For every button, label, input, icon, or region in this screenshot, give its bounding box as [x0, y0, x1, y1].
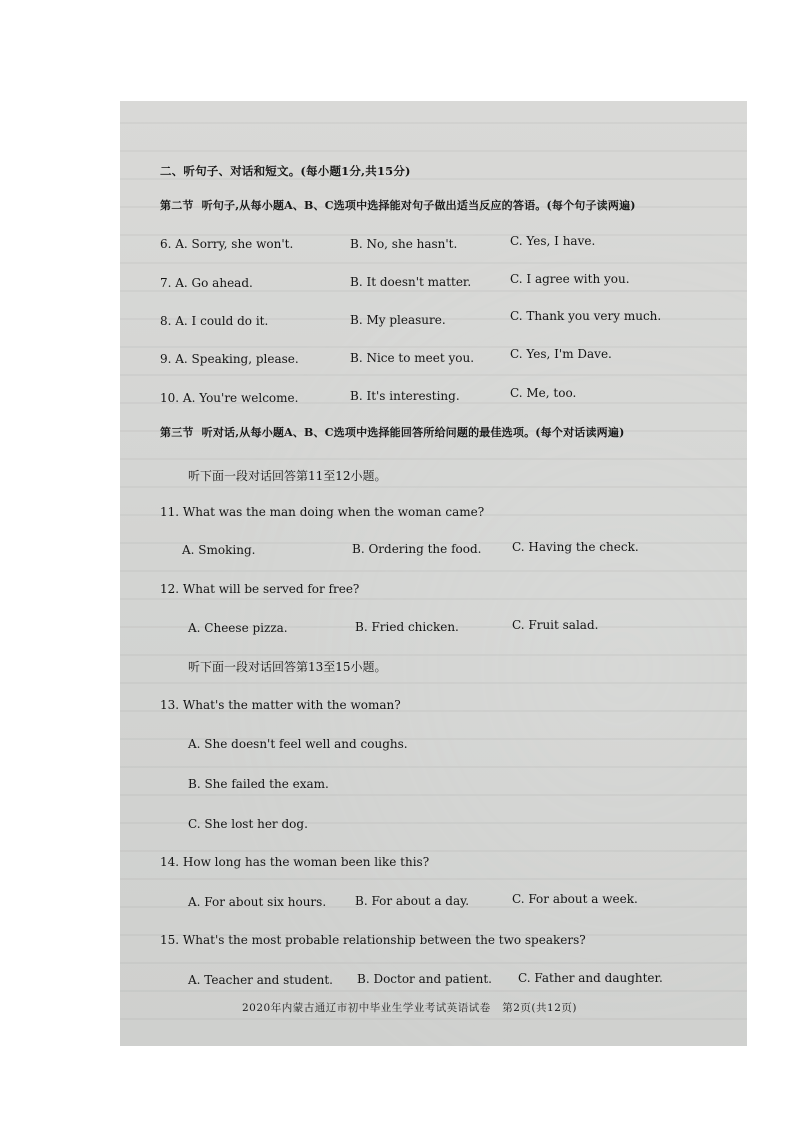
q13-a: A. She doesn't feel well and coughs.: [188, 737, 408, 751]
q12-b: B. Fried chicken.: [355, 620, 459, 634]
q15-b: B. Doctor and patient.: [357, 972, 492, 986]
q7-c: C. I agree with you.: [510, 272, 630, 286]
q7-b: B. It doesn't matter.: [350, 275, 472, 289]
section3-title: 第三节 听对话,从每小题A、B、C选项中选择能回答所给问题的最佳选项。(每个对话读两遍): [160, 426, 625, 439]
exam-page: [120, 101, 747, 1046]
q15-c: C. Father and daughter.: [518, 971, 663, 985]
q11-a: A. Smoking.: [182, 543, 256, 557]
page-footer: 2020年内蒙古通辽市初中毕业生学业考试英语试卷 第2页(共12页): [242, 1002, 577, 1014]
section2-title: 第二节 听句子,从每小题A、B、C选项中选择能对句子做出适当反应的答语。(每个句子读两遍): [160, 199, 636, 212]
q10-a: 10. A. You're welcome.: [160, 391, 299, 405]
q12-a: A. Cheese pizza.: [188, 621, 288, 635]
q15-stem: 15. What's the most probable relationship between the two speakers?: [160, 933, 586, 947]
q11-stem: 11. What was the man doing when the woman came?: [160, 505, 485, 519]
q9-c: C. Yes, I'm Dave.: [510, 347, 612, 361]
q14-stem: 14. How long has the woman been like this?: [160, 855, 430, 869]
q6-c: C. Yes, I have.: [510, 234, 596, 248]
dialog2-intro: 听下面一段对话回答第13至15小题。: [188, 660, 387, 674]
part2-header: 二、听句子、对话和短文。(每小题1分,共15分): [160, 164, 411, 178]
q10-b: B. It's interesting.: [350, 389, 460, 403]
q8-c: C. Thank you very much.: [510, 309, 662, 323]
q6-a: 6. A. Sorry, she won't.: [160, 237, 294, 251]
q8-a: 8. A. I could do it.: [160, 314, 269, 328]
q13-c: C. She lost her dog.: [188, 817, 308, 831]
q14-b: B. For about a day.: [355, 894, 470, 908]
q12-c: C. Fruit salad.: [512, 618, 599, 632]
q13-b: B. She failed the exam.: [188, 777, 329, 791]
q9-b: B. Nice to meet you.: [350, 351, 475, 365]
q14-c: C. For about a week.: [512, 892, 638, 906]
q10-c: C. Me, too.: [510, 386, 577, 400]
q11-c: C. Having the check.: [512, 540, 639, 554]
q12-stem: 12. What will be served for free?: [160, 582, 360, 596]
q13-stem: 13. What's the matter with the woman?: [160, 698, 401, 712]
q9-a: 9. A. Speaking, please.: [160, 352, 299, 366]
q15-a: A. Teacher and student.: [188, 973, 333, 987]
q6-b: B. No, she hasn't.: [350, 237, 458, 251]
q7-a: 7. A. Go ahead.: [160, 276, 253, 290]
q11-b: B. Ordering the food.: [352, 542, 482, 556]
q14-a: A. For about six hours.: [188, 895, 327, 909]
dialog1-intro: 听下面一段对话回答第11至12小题。: [188, 469, 387, 483]
q8-b: B. My pleasure.: [350, 313, 446, 327]
